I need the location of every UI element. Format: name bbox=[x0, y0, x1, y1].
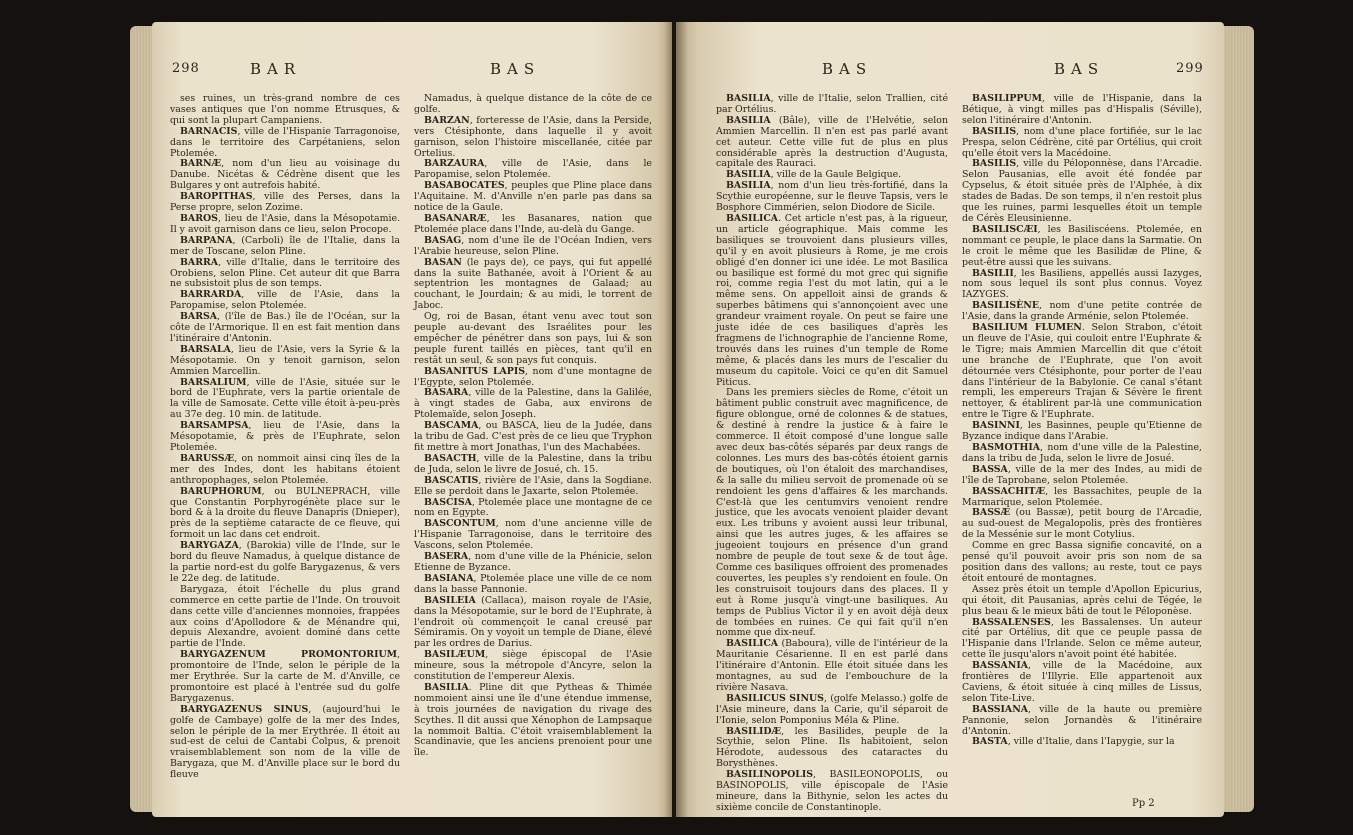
dictionary-entry bbox=[716, 94, 948, 116]
entry-text: Og, roi de Basan, étant venu avec tout son peuple au-devant des Israélites pour les empêcher de pénétrer dans son pays, lui & son peuple furent taillés en pièces, tant qu'il en restât un seul, & son pays fut conquis. bbox=[414, 311, 652, 366]
entry-headword: BASILIPPUM bbox=[972, 93, 1042, 104]
entry-headword: BASAG bbox=[424, 234, 462, 246]
signature-mark: Pp 2 bbox=[1132, 798, 1155, 809]
dictionary-entry bbox=[414, 498, 652, 520]
entry-text: , Ptolemée place une montagne de ce nom en Egypte. bbox=[414, 496, 652, 519]
dictionary-entry bbox=[414, 596, 652, 651]
dictionary-entry bbox=[414, 312, 652, 367]
entry-text: . Selon Strabon, c'étoit un fleuve de l'Asie, qui couloit entre l'Euphrate & le Tigre; mais Ammien Marcellin dit que c'étoit une branche de l'Euphrate, que l'on avoit détournée vers Ctésiphonte, pour porter de l'eau dans l'intérieur de la Babylonie. Ce canal s'étant rempli, les empereurs Trajan & Sévère le firent nettoyer, & établirent par-là une communication entre le Tigre & l'Euphrate. bbox=[962, 322, 1202, 421]
dictionary-entry bbox=[962, 421, 1202, 443]
entry-text: , ville de l'Asie, dans le Paropamise, selon Ptolemée. bbox=[414, 158, 652, 181]
entry-headword: BARSALA bbox=[180, 343, 231, 355]
entry-headword: BASANITUS LAPIS bbox=[424, 365, 526, 377]
entry-headword: BASILII bbox=[972, 267, 1014, 279]
entry-headword: BASARA bbox=[424, 387, 469, 399]
entry-headword: BASANARÆ bbox=[424, 212, 487, 224]
dictionary-entry bbox=[414, 258, 652, 313]
dictionary-entry bbox=[414, 214, 652, 236]
dictionary-entry bbox=[170, 705, 400, 781]
entry-headword: BASILISCÆI bbox=[972, 223, 1038, 235]
entry-text: Comme en grec Bassa signifie concavité, on a pensé qu'il pouvoit avoir pris son nom de sa position dans des vallons; au reste, tout ce pays étoit entouré de montagnes. bbox=[962, 540, 1202, 584]
entry-text: Assez près étoit un temple d'Apollon Epicurius, qui étoit, dit Pausanias, après celui de Tégée, le plus beau & le mieux bâti de tout le Péloponèse. bbox=[962, 583, 1202, 617]
page-edges-left bbox=[130, 26, 152, 812]
entry-headword: BARUSSÆ bbox=[180, 452, 235, 464]
entry-headword: BARYGAZENUM PROMONTORIUM bbox=[180, 649, 398, 661]
entry-text: , lieu de l'Asie, dans la Mésopotamie, & près de l'Euphrate, selon Ptolemée. bbox=[170, 420, 400, 453]
dictionary-entry bbox=[414, 181, 652, 214]
dictionary-entry bbox=[414, 574, 652, 596]
entry-headword: BASTA bbox=[972, 736, 1008, 748]
dictionary-entry bbox=[962, 127, 1202, 160]
entry-text: , nom d'une ville de la Palestine, dans la tribu de Juda, selon le livre de Josué. bbox=[962, 442, 1202, 464]
entry-headword: BASSANIA bbox=[972, 660, 1029, 672]
entry-text: , ou BULNEPRACH, ville que Constantin Porphyrogénète place sur le bord & à la droite du fleuve Danapris (Dnieper), près de la septième cataracte de ce fleuve, qui formoit un lac dans cet endroit. bbox=[170, 485, 400, 541]
entry-headword: BASINNI bbox=[972, 420, 1020, 432]
book-gutter bbox=[664, 22, 688, 817]
entry-text: , lieu de l'Asie, dans la Mésopotamie. Il y avoit garnison dans ce lieu, selon Procope. bbox=[170, 212, 400, 235]
entry-headword: BASIANA bbox=[424, 572, 474, 584]
entry-headword: BASILÆUM bbox=[424, 649, 486, 661]
dictionary-entry bbox=[716, 727, 948, 771]
entry-text: , (Barokia) ville de l'Inde, sur le bord du fleuve Namadus, à quelque distance de la partie nord-est du golfe Barygazenus, & vers le 22e deg. de latitude. bbox=[170, 540, 400, 584]
entry-headword: BARSAMPSA bbox=[180, 420, 249, 432]
dictionary-entry bbox=[414, 94, 652, 116]
entry-text: , les Basanares, nation que Ptolemée place dans l'Inde, au-delà du Gange. bbox=[414, 212, 652, 235]
entry-headword: BASMOTHIA bbox=[972, 442, 1041, 453]
entry-text: ses ruines, un très-grand nombre de ces vases antiques que l'on nomme Etrusques, & qui sont la plupart Campaniens. bbox=[170, 93, 400, 126]
entry-text: , les Bassachites, peuple de la Marmarique, selon Ptolemée. bbox=[962, 485, 1202, 508]
entry-text: , nom d'un lieu au voisinage du Danube. Nicétas & Cédrène disent que les Bulgares y ont autrefois habité. bbox=[170, 158, 400, 192]
entry-text: , ville de la Palestine, dans la Galilée, à vingt stades de Gaba, aux environs de Ptolemaïde, selon Joseph. bbox=[414, 387, 652, 421]
dictionary-entry bbox=[170, 378, 400, 422]
dictionary-entry bbox=[962, 508, 1202, 541]
entry-headword: BASCATIS bbox=[424, 474, 479, 486]
dictionary-entry bbox=[962, 94, 1202, 127]
dictionary-entry bbox=[170, 236, 400, 258]
dictionary-entry bbox=[170, 290, 400, 312]
entry-headword: BASERA bbox=[424, 551, 469, 563]
dictionary-entry bbox=[170, 541, 400, 585]
left-header-bar: BAR bbox=[250, 60, 302, 78]
entry-text: , ville du Péloponnèse, dans l'Arcadie. Selon Pausanias, elle avoit été fondée par Cypselus, & étoit située près de l'Alphée, à dix stades de Badas. De son temps, il n'en restoit plus que les ruines, parmi lesquelles étoit un temple de Cérès Eleusinienne. bbox=[962, 158, 1202, 224]
entry-text: , nom d'une ville de la Phénicie, selon Etienne de Byzance. bbox=[414, 551, 652, 573]
entry-text: , nom d'une petite contrée de l'Asie, dans la grande Arménie, selon Ptolemée. bbox=[962, 300, 1202, 323]
entry-text: , peuples que Pline place dans l'Aquitaine. M. d'Anville n'en parle pas dans sa notice de la Gaule. bbox=[414, 180, 652, 214]
entry-headword: BASABOCATES bbox=[424, 180, 505, 192]
entry-headword: BASCISA bbox=[424, 496, 472, 508]
dictionary-entry bbox=[962, 487, 1202, 509]
left-column-2 bbox=[414, 94, 652, 759]
entry-text: , Ptolemée place une ville de ce nom dans la basse Pannonie. bbox=[414, 572, 652, 595]
entry-text: , forteresse de l'Asie, dans la Perside, vers Ctésiphonte, dans laquelle il y avoit garnison, selon l'histoire miscellanée, citée par Ortelius. bbox=[414, 114, 652, 159]
entry-headword: BASILEIA bbox=[424, 594, 476, 606]
entry-text: , les Basiliscéens. Ptolemée, en nommant ce peuple, le place dans la Sarmatie. On le croit le même que les Basilidæ de Pline, & peut-être aussi que les suivans. bbox=[962, 223, 1202, 268]
dictionary-entry bbox=[170, 585, 400, 650]
entry-text: , ville de la Palestine, dans la tribu de Juda, selon le livre de Josué, ch. 15. bbox=[414, 452, 652, 475]
dictionary-entry bbox=[962, 737, 1202, 748]
dictionary-entry bbox=[716, 694, 948, 727]
dictionary-entry bbox=[170, 192, 400, 214]
entry-headword: BASILIS bbox=[972, 125, 1017, 137]
entry-text: (le pays de), ce pays, qui fut appellé dans la suite Bathanée, avoit à l'Orient & au septentrion les montagnes de Galaad; au couchant, le Jourdain; & au midi, le torrent de Jaboc. bbox=[414, 256, 652, 312]
entry-text: , BASILEONOPOLIS, ou BASINOPOLIS, ville épiscopale de l'Asie mineure, dans la Bithynie, selon les actes du sixième concile de Constantinople. bbox=[716, 769, 948, 813]
right-header-right: BAS bbox=[1054, 60, 1105, 78]
dictionary-entry bbox=[716, 388, 948, 639]
dictionary-entry bbox=[962, 585, 1202, 618]
entry-text: , les Basiliens, appellés aussi Iazyges, nom sous lequel ils sont plus connus. Voyez IAZYGES. bbox=[962, 267, 1202, 301]
entry-text: Dans les premiers siècles de Rome, c'étoit un bâtiment public construit avec magnificence, de figure oblongue, orné de colonnes & de statues, & destiné à rendre la justice & à faire le commerce. Il étoit composé d'une longue salle avec deux bas-côtés séparés par deux rangs de colonnes. Les murs des bas-côtés étoient garnis de boutiques, où l'on étaloit des marchandises, & la salle du milieu servoit de promenade où se rendoient les gens d'affaires & les marchands. C'est-là que les centumvirs venoient rendre justice, que les avocats venoient plaider devant eux. Les tribuns y avoient aussi leur tribunal, ainsi que les autres juges, & les affaires se jugeoient toujours en présence d'un grand nombre de peuple de tout sexe & de tout âge. Comme ces basiliques offroient des promenades couvertes, les peuples s'y rendoient en foule. On les construisoit toujours dans des places. Il y eut à Rome jusqu'à vingt-une basiliques. Au temps de Publius Victor il y en avoit déjà deux de tombées en ruines. Ce qui fait qu'il n'en nomme que dix-neuf. bbox=[716, 387, 948, 639]
entry-headword: BASILICA bbox=[726, 212, 779, 224]
page-edges-right bbox=[1224, 26, 1254, 812]
left-page-number: 298 bbox=[172, 61, 200, 76]
entry-text: , nom d'une ancienne ville de l'Hispanie Tarragonoise, dans le territoire des Vascons, selon Ptolemée. bbox=[414, 518, 652, 552]
entry-text: Barygaza, étoit l'échelle du plus grand commerce en cette partie de l'Inde. On trouvoit dans cette ville d'anciennes monnoies, frappées aux coins d'Apollodore & de Ménandre qui, depuis Alexandre, avoient dominé dans cette partie de l'Inde. bbox=[170, 583, 400, 650]
right-column-2 bbox=[962, 94, 1202, 748]
entry-text: , ville d'Italie, dans le territoire des Orobiens, selon Pline. Cet auteur dit que Barra ne subsistoit plus de son temps. bbox=[170, 256, 400, 290]
dictionary-entry bbox=[962, 465, 1202, 487]
entry-text: (Callaca), maison royale de l'Asie, dans la Mésopotamie, sur le bord de l'Euphrate, à l'endroit où commençoit le canal creusé par Sémiramis. On y voyoit un temple de Diane, élevé par les ordres de Darius. bbox=[414, 594, 652, 650]
right-page bbox=[676, 22, 1224, 817]
entry-text: (Baboura), ville de l'intérieur de la Mauritanie Césarienne. Il en est parlé dans l'itinéraire d'Antonin. Elle étoit située dans les montagnes, au sud de l'embouchure de la rivière Nasava. bbox=[716, 638, 948, 693]
entry-text: . Cet article n'est pas, à la rigueur, un article géographique. Mais comme les basiliques se trouvoient dans plusieurs villes, qu'il y en avoit plusieurs à Rome, je me crois obligé d'en donner ici une idée. Le mot Basilica ou basilique est formé du mot grec qui signifie roi, comme regia l'est du mot latin, qui a le même sens. On appelloit ainsi de grands & superbes bâtimens qui s'annonçoient avec une grandeur vraiment royale. On peut se faire une juste idée de ces basiliques d'après les fragmens de l'ichnographie de l'ancienne Rome, trouvés dans les ruines d'un temple de Rome même, & placés dans les murs de l'escalier du museum du capitole. Voici ce qu'en dit Samuel Piticus. bbox=[716, 212, 948, 388]
dictionary-entry bbox=[716, 181, 948, 214]
dictionary-entry bbox=[170, 94, 400, 127]
entry-headword: BASSACHITÆ bbox=[972, 485, 1046, 497]
entry-headword: BARZAURA bbox=[424, 158, 485, 170]
entry-headword: BARNACIS bbox=[180, 125, 238, 137]
entry-text: , siège épiscopal de l'Asie mineure, sous la métropole d'Ancyre, selon la constitution de l'empereur Alexis. bbox=[414, 649, 652, 683]
entry-headword: BASILINOPOLIS bbox=[726, 769, 814, 781]
entry-text: , nom d'une île de l'Océan Indien, vers l'Arabie heureuse, selon Pline. bbox=[414, 234, 652, 257]
entry-headword: BASILIA bbox=[726, 180, 771, 192]
dictionary-entry bbox=[170, 159, 400, 192]
dictionary-entry bbox=[170, 454, 400, 487]
entry-headword: BASACTH bbox=[424, 452, 477, 464]
dictionary-entry bbox=[962, 541, 1202, 585]
entry-headword: BARPANA bbox=[180, 234, 233, 246]
entry-text: Namadus, à quelque distance de la côte de ce golfe. bbox=[414, 93, 652, 115]
entry-headword: BASILISÈNE bbox=[972, 300, 1039, 312]
entry-headword: BASSIANA bbox=[972, 703, 1029, 715]
entry-headword: BAROS bbox=[180, 212, 218, 224]
entry-text: . Pline dit que Pytheas & Thimée nommoient ainsi une île d'une étendue immense, à trois journées de navigation du rivage des Scythes. Il dit aussi que Xénophon de Lampsaque la nommoit Baltia. C'étoit vraisemblablement la Scandinavie, que les anciens prenoient pour une île. bbox=[414, 681, 652, 759]
entry-text: , ville de la Macédoine, aux frontières de l'Illyrie. Elle appartenoit aux Caviens, & étoit située à cinq milles de Lissus, selon Tite-Live. bbox=[962, 660, 1202, 704]
entry-headword: BASILIDÆ bbox=[726, 725, 782, 737]
entry-headword: BASILIA bbox=[726, 169, 771, 181]
dictionary-entry bbox=[414, 421, 652, 454]
entry-headword: BASCONTUM bbox=[424, 518, 496, 530]
entry-text: , nom d'un lieu très-fortifié, dans la Scythie européenne, sur le fleuve Tapsis, vers le Bosphore Cimmérien, selon Diodore de Sicile. bbox=[716, 180, 948, 214]
entry-headword: BARRARDA bbox=[180, 289, 242, 301]
dictionary-entry bbox=[414, 650, 652, 683]
dictionary-entry bbox=[414, 159, 652, 181]
entry-text: , nom d'une montagne de l'Egypte, selon Ptolemée. bbox=[414, 365, 652, 388]
dictionary-entry bbox=[414, 116, 652, 160]
left-header-bas: BAS bbox=[490, 60, 541, 78]
dictionary-entry bbox=[962, 269, 1202, 302]
dictionary-entry bbox=[414, 683, 652, 759]
entry-text: , ville de l'Hispanie, dans la Bétique, à vingt milles pas d'Hispalis (Séville), selon l'itinéraire d'Antonin. bbox=[962, 93, 1202, 126]
dictionary-entry bbox=[962, 618, 1202, 662]
entry-text: , ville de la haute ou première Pannonie, selon Jornandès & l'itinéraire d'Antonin. bbox=[962, 703, 1202, 737]
dictionary-entry bbox=[170, 127, 400, 160]
entry-text: , (Carboli) île de l'Italie, dans la mer de Toscane, selon Pline. bbox=[170, 234, 400, 257]
right-column-1 bbox=[716, 94, 948, 814]
left-column-1 bbox=[170, 94, 400, 781]
entry-text: , ville de l'Asie, dans la Paropamise, selon Ptolemée. bbox=[170, 289, 400, 312]
entry-headword: BARYGAZENUS SINUS bbox=[180, 703, 309, 715]
dictionary-entry bbox=[962, 323, 1202, 421]
entry-headword: BARSA bbox=[180, 311, 218, 323]
right-header-left: BAS bbox=[822, 60, 873, 78]
dictionary-entry bbox=[414, 454, 652, 476]
dictionary-entry bbox=[170, 487, 400, 542]
dictionary-entry bbox=[170, 214, 400, 236]
entry-text: , ville de la Gaule Belgique. bbox=[770, 169, 902, 181]
dictionary-entry bbox=[414, 236, 652, 258]
dictionary-entry bbox=[170, 345, 400, 378]
entry-text: , les Basinnes, peuple qu'Etienne de Byzance indique dans l'Arabie. bbox=[962, 420, 1202, 443]
entry-text: , ou BASCA, lieu de la Judée, dans la tribu de Gad. C'est près de ce lieu que Tryphon fit mettre à mort Jonathas, l'un des Machabées. bbox=[414, 420, 652, 453]
dictionary-entry bbox=[170, 650, 400, 705]
right-page-number: 299 bbox=[1176, 61, 1204, 76]
entry-text: (ou Bassæ), petit bourg de l'Arcadie, au sud-ouest de Megalopolis, près des frontières de la Messénie sur le mont Cotylius. bbox=[962, 507, 1202, 541]
entry-headword: BAROPITHAS bbox=[180, 191, 253, 203]
entry-headword: BASILICA bbox=[726, 638, 779, 650]
entry-text: , (aujourd'hui le golfe de Cambaye) golfe de la mer des Indes, selon le périple de la mer Erythrée. Il étoit au sud-est de celui de Cantabi Colpus, & prenoit vraisemblablement son nom de la ville de Barygaza, que M. d'Anville place sur le bord du fleuve bbox=[170, 703, 400, 781]
entry-headword: BASCAMA bbox=[424, 420, 479, 432]
entry-text: , ville de l'Hispanie Tarragonoise, dans le territoire des Carpétaniens, selon Ptolemée. bbox=[170, 125, 400, 159]
entry-text: , ville de la mer des Indes, au midi de l'île de Taprobane, selon Ptolemée. bbox=[962, 463, 1202, 486]
dictionary-entry bbox=[414, 552, 652, 574]
dictionary-entry bbox=[170, 421, 400, 454]
dictionary-entry bbox=[962, 225, 1202, 269]
entry-headword: BARSALIUM bbox=[180, 376, 247, 388]
entry-headword: BARUPHORUM bbox=[180, 485, 262, 497]
entry-text: , ville de l'Italie, selon Trallien, cité par Ortélius. bbox=[716, 93, 948, 115]
entry-text: , nom d'une place fortifiée, sur le lac Prespa, selon Cédrène, cité par Ortélius, qui croit qu'elle étoit vers la Macédoine. bbox=[962, 125, 1202, 159]
entry-headword: BARRA bbox=[180, 256, 219, 268]
entry-headword: BASILICUS SINUS bbox=[726, 692, 824, 704]
entry-headword: BASILIUM FLUMEN bbox=[972, 322, 1082, 334]
dictionary-entry bbox=[414, 367, 652, 389]
dictionary-entry bbox=[414, 388, 652, 421]
entry-text: , promontoire de l'Inde, selon le périple de la mer Erythrée. Sur la carte de M. d'Anville, ce promontoire est placé à l'entrée sud du golfe Barygazenus. bbox=[170, 649, 400, 704]
entry-text: , on nommoit ainsi cinq îles de la mer des Indes, dont les habitans étoient anthropophages, selon Ptolemée. bbox=[170, 452, 400, 486]
entry-text: , lieu de l'Asie, vers la Syrie & la Mésopotamie. On y tenoit garnison, selon Ammien Marcellin. bbox=[170, 343, 400, 377]
dictionary-entry bbox=[962, 443, 1202, 465]
entry-headword: BASSALENSES bbox=[972, 616, 1051, 628]
entry-headword: BASILIA bbox=[424, 681, 469, 693]
dictionary-entry bbox=[716, 639, 948, 694]
entry-headword: BASILIS bbox=[972, 158, 1017, 170]
dictionary-entry bbox=[716, 116, 948, 171]
dictionary-entry bbox=[170, 312, 400, 345]
entry-text: , (golfe Melasso.) golfe de l'Asie mineure, dans la Carie, qu'il séparoit de l'Ionie, selon Pomponius Méla & Pline. bbox=[716, 692, 948, 726]
entry-headword: BASILIA bbox=[726, 114, 771, 126]
left-page bbox=[152, 22, 672, 817]
dictionary-entry bbox=[414, 476, 652, 498]
dictionary-entry bbox=[962, 301, 1202, 323]
entry-headword: BASAN bbox=[424, 256, 462, 268]
entry-headword: BASILIA bbox=[726, 93, 771, 104]
dictionary-entry bbox=[962, 705, 1202, 738]
entry-text: , ville de l'Asie, située sur le bord de l'Euphrate, vers la partie orientale de la ville de Samosate. Cette ville étoit à-peu-près au 37e deg. 10 min. de latitude. bbox=[170, 376, 400, 421]
entry-text: , ville d'Italie, dans l'Iapygie, sur la bbox=[1007, 736, 1175, 748]
dictionary-entry bbox=[414, 519, 652, 552]
entry-text: , les Bassalenses. Un auteur cité par Ortélius, dit que ce peuple passa de l'Hispanie dans l'Irlande. Selon ce même auteur, cette île jusqu'alors n'avoit point été habitée. bbox=[962, 616, 1202, 661]
entry-text: (Bâle), ville de l'Helvétie, selon Ammien Marcellin. Il n'en est pas parlé avant cet auteur. Cette ville fut de plus en plus considérable après la destruction d'Augusta, capitale des Rauraci. bbox=[716, 114, 948, 170]
entry-text: , ville des Perses, dans la Perse propre, selon Zozime. bbox=[170, 191, 400, 214]
entry-headword: BARNÆ bbox=[180, 158, 222, 170]
dictionary-entry bbox=[170, 258, 400, 291]
dictionary-entry bbox=[962, 661, 1202, 705]
entry-text: , (l'île de Bas.) île de l'Océan, sur la côte de l'Armorique. Il en est fait mention dans l'itinéraire d'Antonin. bbox=[170, 311, 400, 344]
entry-headword: BARYGAZA bbox=[180, 540, 239, 552]
entry-headword: BASSA bbox=[972, 463, 1008, 475]
entry-headword: BASSÆ bbox=[972, 507, 1011, 519]
entry-headword: BARZAN bbox=[424, 114, 470, 126]
dictionary-entry bbox=[962, 159, 1202, 224]
entry-text: , les Basilides, peuple de la Scythie, selon Pline. Ils habitoient, selon Hérodote, audessous des cataractes du Borysthènes. bbox=[716, 725, 948, 770]
dictionary-entry bbox=[716, 214, 948, 389]
dictionary-entry bbox=[716, 770, 948, 814]
entry-text: , rivière de l'Asie, dans la Sogdiane. Elle se perdoit dans le Jaxarte, selon Ptolemée. bbox=[414, 474, 652, 497]
